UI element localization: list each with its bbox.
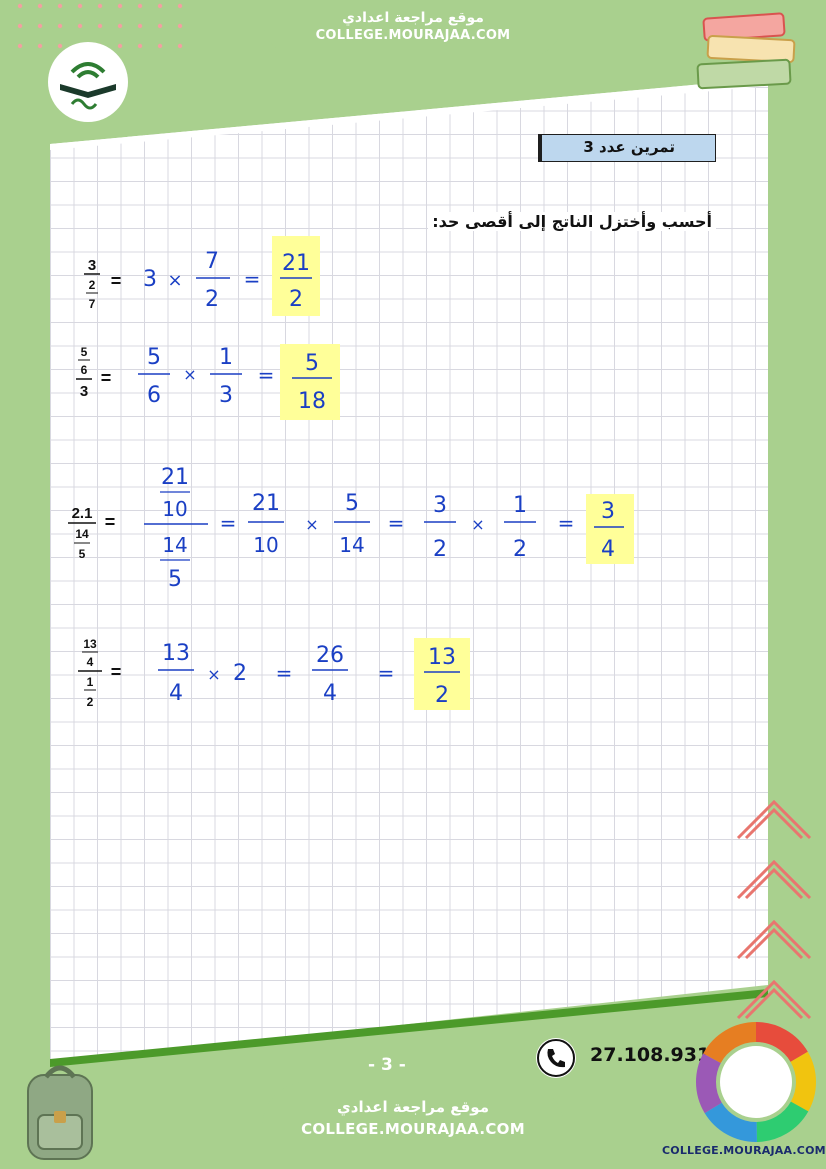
answer-2 [138, 344, 340, 420]
question-1 [84, 257, 121, 311]
svg-text:13: 13 [162, 641, 190, 666]
q3-top: 2.1 [71, 505, 93, 522]
svg-text:10: 10 [162, 497, 188, 521]
svg-text:=: = [219, 511, 237, 535]
q1-top: 3 [87, 257, 97, 274]
a1-times: × [167, 270, 183, 291]
backpack-icon [10, 1055, 110, 1165]
a1-equals: = [243, 267, 261, 291]
a1-res-den: 2 [289, 287, 303, 312]
question-4 [78, 637, 121, 709]
q1-equals: = [110, 271, 122, 291]
svg-text:21: 21 [252, 491, 280, 516]
svg-text:6: 6 [147, 383, 161, 408]
svg-text:5: 5 [168, 567, 182, 592]
svg-text:×: × [183, 365, 197, 384]
footer-banner [262, 1082, 564, 1169]
a1-num: 7 [205, 249, 219, 274]
answer-3 [144, 465, 634, 592]
page-number: - 3 - [368, 1055, 406, 1075]
svg-text:=: = [377, 661, 395, 685]
svg-text:3: 3 [601, 499, 615, 524]
svg-text:×: × [471, 515, 485, 534]
answer-4 [158, 638, 470, 710]
q2-equals: = [100, 368, 112, 388]
q4-equals: = [110, 662, 122, 682]
svg-text:2: 2 [513, 537, 527, 562]
svg-text:2: 2 [233, 661, 247, 686]
svg-text:5: 5 [147, 345, 161, 370]
svg-text:10: 10 [253, 533, 279, 557]
svg-text:4: 4 [323, 681, 337, 706]
question-2 [76, 345, 111, 400]
q3-mid: 14 [75, 527, 89, 541]
svg-text:26: 26 [316, 643, 344, 668]
question-3 [68, 505, 115, 561]
phone-icon [536, 1038, 576, 1078]
footer-logo-text: COLLEGE.MOURAJAA.COM [662, 1144, 826, 1157]
svg-text:5: 5 [305, 351, 319, 376]
svg-text:2: 2 [435, 683, 449, 708]
svg-text:3: 3 [433, 493, 447, 518]
q1-mid: 2 [88, 278, 96, 292]
footer-site-url[interactable]: COLLEGE.MOURAJAA.COM [301, 1120, 525, 1138]
svg-text:5: 5 [345, 491, 359, 516]
q4-bot: 1 [86, 675, 94, 689]
svg-text:2: 2 [433, 537, 447, 562]
q4-top: 13 [83, 637, 97, 651]
q1-bot: 7 [88, 297, 96, 311]
education-circle-icon [696, 1022, 816, 1142]
svg-text:4: 4 [601, 537, 615, 562]
svg-text:1: 1 [219, 345, 233, 370]
svg-text:18: 18 [298, 389, 326, 414]
footer-site-arabic: موقع مراجعة اعدادي [337, 1098, 489, 1116]
header-site-url[interactable]: COLLEGE.MOURAJAA.COM [315, 28, 511, 43]
header-site-arabic: موقع مراجعة اعدادي [342, 10, 484, 26]
q2-bot: 3 [79, 383, 89, 400]
decorative-chevrons [730, 790, 820, 1030]
svg-text:=: = [557, 511, 575, 535]
svg-text:=: = [387, 511, 405, 535]
svg-text:=: = [275, 661, 293, 685]
svg-text:3: 3 [219, 383, 233, 408]
phone-number[interactable]: 27.108.931 [590, 1044, 711, 1066]
q2-mid: 6 [80, 363, 88, 377]
svg-text:×: × [305, 515, 319, 534]
q4-mid: 4 [86, 655, 94, 669]
a1-three: 3 [143, 267, 157, 292]
svg-text:=: = [257, 363, 275, 387]
svg-text:14: 14 [162, 533, 188, 557]
svg-text:1: 1 [513, 493, 527, 518]
svg-text:4: 4 [169, 681, 183, 706]
svg-text:21: 21 [161, 465, 189, 490]
q3-bot: 5 [78, 547, 86, 561]
svg-text:×: × [207, 665, 221, 684]
exercise-title: تمرين عدد 3 [583, 138, 675, 156]
q4-bot2: 2 [86, 695, 94, 709]
answer-1 [143, 236, 320, 316]
svg-text:13: 13 [428, 645, 456, 670]
q3-equals: = [104, 512, 116, 532]
svg-text:14: 14 [339, 533, 365, 557]
a1-den: 2 [205, 287, 219, 312]
a1-res-num: 21 [282, 251, 310, 276]
exercise-instruction: أحسب وأختزل الناتج إلى أقصى حد: [428, 212, 716, 231]
q2-top: 5 [80, 345, 88, 359]
